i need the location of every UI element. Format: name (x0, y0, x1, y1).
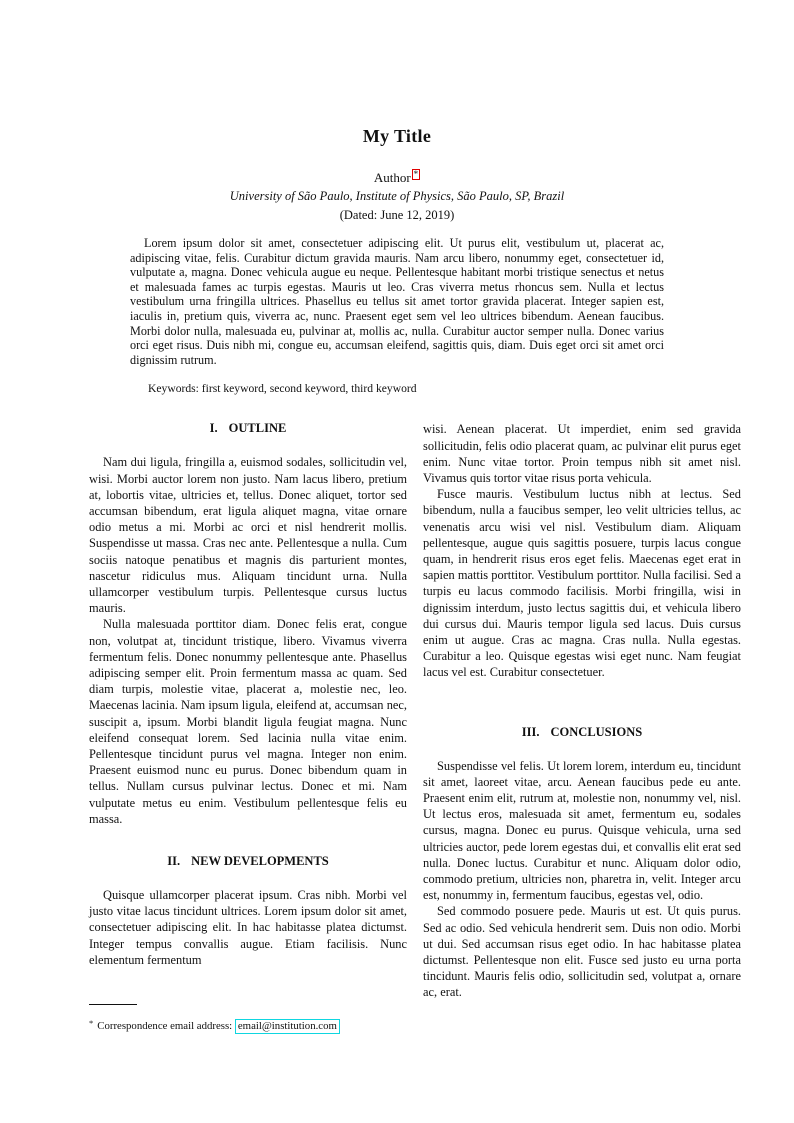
footnote-marker: * (89, 1018, 94, 1029)
two-column-body (0, 395, 794, 1033)
section-2-title: NEW DEVELOPMENTS (191, 854, 329, 869)
footnote-area (89, 1004, 407, 1033)
abstract: Lorem ipsum dolor sit amet, consectetuer adipiscing elit. Ut purus elit, vestibulum ut, placerat ac, adipiscing vitae, felis. Curabitur dictum gravida mauris. Nam arcu libero, nonummy eget, consectetuer id, vulputate a, magna. Donec vehicula augue eu neque. Pellentesque habitant morbi tristique senectus et netus et malesuada fames ac turpis egestas. Mauris ut leo. Cras viverra metus rhoncus sem. Nulla et lectus vestibulum urna fringilla ultrices. Phasellus eu tellus sit amet tortor gravida placerat. Integer sapien est, iaculis in, pretium quis, viverra ac, nunc. Praesent eget sem vel leo ultrices bibendum. Aenean faucibus. Morbi dolor nulla, malesuada eu, pulvinar at, mollis ac, nulla. Curabitur auctor semper nulla. Donec varius orci eget risus. Duis nibh mi, congue eu, accumsan eleifend, sagittis quis, diam. Duis eget orci sit amet orci dignissim rutrum. (130, 236, 664, 367)
section-3-paragraph-1: Suspendisse vel felis. Ut lorem lorem, interdum eu, tincidunt sit amet, laoreet vitae, arcu. Aenean faucibus pede eu ante. Praesent enim elit, rutrum at, molestie non, nonummy vel, nisl. Ut lectus eros, malesuada sit amet, fermentum eu, sodales cursus, magna. Donec eu purus. Quisque vehicula, urna sed ultricies auctor, pede lorem egestas dui, et convallis elit erat sed nulla. Donec luctus. Curabitur et nunc. Aliquam dolor odio, commodo pretium, ultricies non, pharetra in, velit. Integer arcu est, nonummy in, fermentum faucibus, egestas vel, odio. (423, 758, 741, 903)
paper-header (0, 0, 794, 223)
author-footnote-link[interactable]: * (413, 169, 419, 179)
section-3-number: III. (521, 724, 540, 739)
section-1-heading (89, 421, 407, 436)
footnote-email-link[interactable]: email@institution.com (235, 1019, 340, 1034)
section-1-paragraph-1: Nam dui ligula, fringilla a, euismod sodales, sollicitudin vel, wisi. Morbi auctor lorem non justo. Nam lacus libero, pretium at, lobortis vitae, ultricies et, tellus. Donec aliquet, tortor sed accumsan bibendum, erat ligula aliquet magna, vitae ornare odio metus a mi. Morbi ac orci et nisl hendrerit mollis. Suspendisse ut massa. Cras nec ante. Pellentesque a nulla. Cum sociis natoque penatibus et magnis dis parturient montes, nascetur ridiculus mus. Aliquam tincidunt urna. Nulla ullamcorper vestibulum turpis. Pellentesque cursus luctus mauris. (89, 455, 407, 616)
footnote-label: Correspondence email address: (97, 1020, 233, 1033)
section-1-number: I. (209, 421, 218, 436)
section-2-paragraph-2: Fusce mauris. Vestibulum luctus nibh at lectus. Sed bibendum, nulla a faucibus semper, leo velit ultricies tellus, ac venenatis arcu wisi vel nisl. Vestibulum diam. Aliquam pellentesque, augue quis sagittis posuere, turpis lacus congue quam, in hendrerit risus eros eget felis. Maecenas eget erat in sapien mattis porttitor. Vestibulum porttitor. Nulla facilisi. Sed a turpis eu lacus commodo facilisis. Morbi fringilla, wisi in dignissim interdum, justo lectus sagittis dui, et vehicula libero dui cursus dui. Mauris tempor ligula sed lacus. Duis cursus enim ut augue. Cras ac magna. Cras nulla. Nulla egestas. Curabitur a leo. Quisque egestas wisi eget nunc. Nam feugiat lacus vel est. Curabitur consectetuer. (423, 487, 741, 680)
section-1-paragraph-2: Nulla malesuada porttitor diam. Donec felis erat, congue non, volutpat at, tincidunt tristique, libero. Vivamus viverra fermentum felis. Donec nonummy pellentesque ante. Phasellus adipiscing semper elit. Proin fermentum massa ac quam. Sed diam turpis, molestie vitae, placerat a, molestie nec, leo. Maecenas lacinia. Nam ipsum ligula, eleifend at, accumsan nec, suscipit a, ipsum. Morbi blandit ligula feugiat magna. Nunc eleifend consequat lorem. Sed lacinia nulla vitae enim. Pellentesque tincidunt purus vel magna. Integer non enim. Praesent euismod nunc eu purus. Donec bibendum quam in tellus. Nullam cursus pulvinar lectus. Donec et mi. Nam vulputate metus eu enim. Vestibulum pellentesque felis eu massa. (89, 617, 407, 826)
section-3-heading (423, 725, 741, 740)
right-column (423, 421, 741, 1033)
left-column (89, 421, 407, 1033)
section-3-title: CONCLUSIONS (550, 724, 643, 739)
section-2-paragraph-1-left: Quisque ullamcorper placerat ipsum. Cras nibh. Morbi vel justo vitae lacus tincidunt ultrices. Lorem ipsum dolor sit amet, consectetuer adipiscing elit. In hac habitasse platea dictumst. Integer tempus convallis augue. Etiam facilisis. Nunc elementum fermentum (89, 888, 407, 967)
affiliation: University of São Paulo, Institute of Physics, São Paulo, SP, Brazil (229, 189, 565, 203)
section-1-title: OUTLINE (228, 421, 287, 436)
author-line (0, 169, 794, 186)
section-3-paragraph-2: Sed commodo posuere pede. Mauris ut est. Ut quis purus. Sed ac odio. Sed vehicula hendrerit sem. Duis non odio. Morbi ut dui. Sed accumsan risus eget odio. In hac habitasse platea dictumst. Pellentesque non elit. Fusce sed justo eu urna porta tincidunt. Mauris felis odio, sollicitudin sed, volutpat a, ornare ac, erat. (423, 904, 741, 1000)
footnote-rule (89, 1004, 137, 1005)
footnote (89, 1017, 407, 1033)
page-title: My Title (362, 126, 432, 146)
section-2-number: II. (167, 854, 181, 869)
author-name: Author (373, 170, 411, 185)
section-2-heading (89, 854, 407, 869)
section-2-paragraph-1-right: wisi. Aenean placerat. Ut imperdiet, enim sed gravida sollicitudin, felis odio placerat quam, ac pulvinar elit purus eget enim. Nunc vitae tortor. Proin tempus nibh sit amet nisl. Vivamus quis tortor vitae risus porta vehicula. (423, 422, 741, 485)
date-line: (Dated: June 12, 2019) (339, 208, 455, 222)
keywords-line: Keywords: first keyword, second keyword, third keyword (148, 382, 417, 396)
